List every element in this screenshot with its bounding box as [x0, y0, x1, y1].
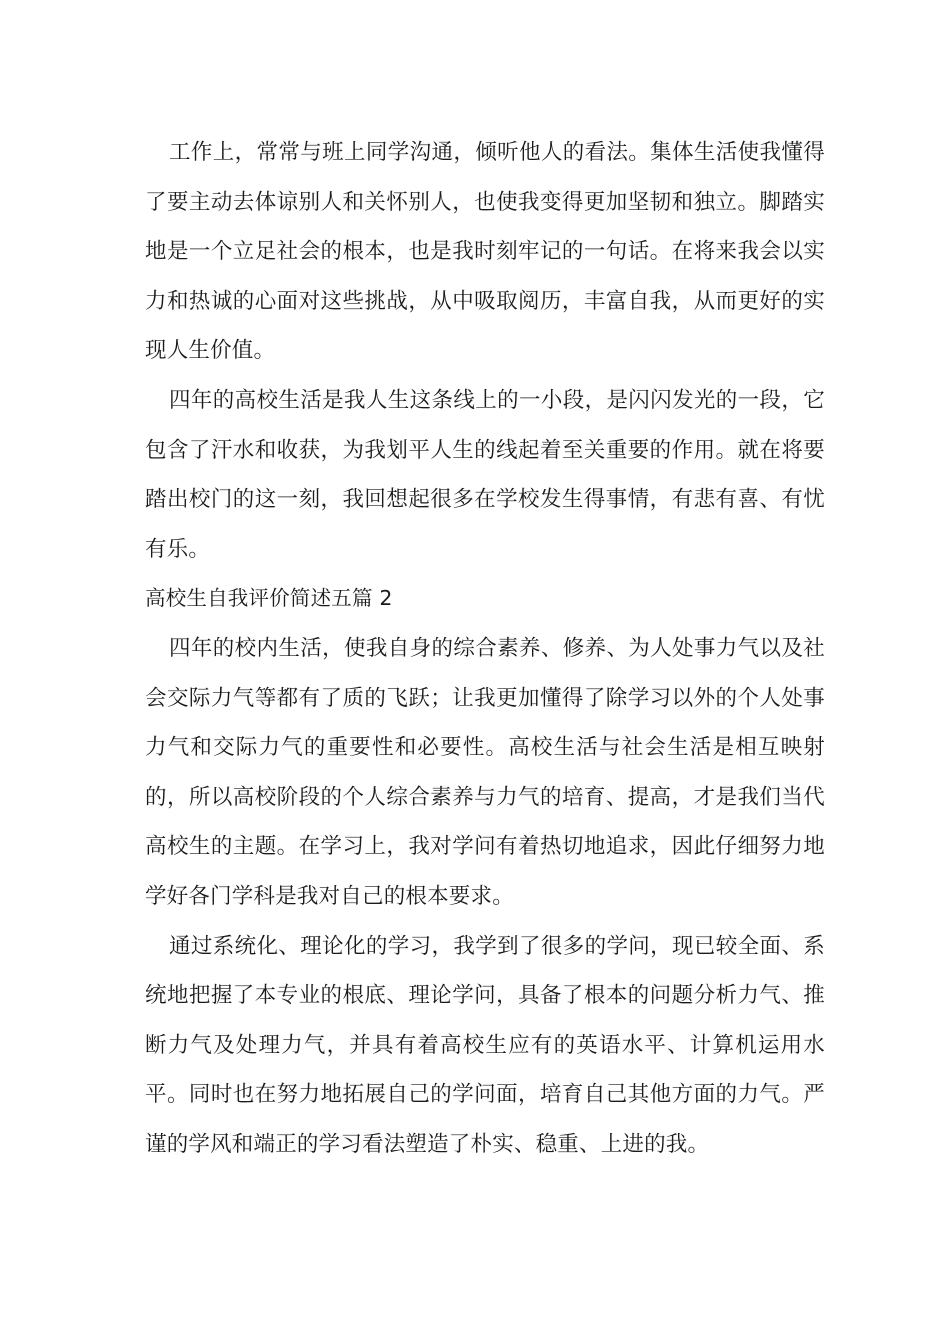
paragraph-systematic-study: 通过系统化、理论化的学习，我学到了很多的学问，现已较全面、系统地把握了本专业的根底、理论学问，具备了根本的问题分析力气、推断力气及处理力气，并具有着高校生应有的英语水平、计算机运用水平。同时也在努力地拓展自己的学问面，培育自己其他方面的力气。严谨的学风和端正的学习看法塑造了朴实、稳重、上进的我。	[145, 933, 825, 1157]
section-title: 高校生自我评价简述五篇 2	[145, 586, 393, 611]
paragraph-campus-life: 四年的校内生活，使我自身的综合素养、修养、为人处事力气以及社会交际力气等都有了质的飞跃；让我更加懂得了除学习以外的个人处事力气和交际力气的重要性和必要性。高校生活与社会生活是相互映射的，所以高校阶段的个人综合素养与力气的培育、提高，才是我们当代高校生的主题。在学习上，我对学问有着热切地追求，因此仔细努力地学好各门学科是我对自己的根本要求。	[145, 635, 825, 909]
paragraph-work: 工作上，常常与班上同学沟通，倾听他人的看法。集体生活使我懂得了要主动去体谅别人和关怀别人，也使我变得更加坚韧和独立。脚踏实地是一个立足社会的根本，也是我时刻牢记的一句话。在将来我会以实力和热诚的心面对这些挑战，从中吸取阅历，丰富自我，从而更好的实现人生价值。	[145, 140, 825, 364]
document-page	[145, 128, 825, 1169]
paragraph-four-years: 四年的高校生活是我人生这条线上的一小段，是闪闪发光的一段，它包含了汗水和收获，为我划平人生的线起着至关重要的作用。就在将要踏出校门的这一刻，我回想起很多在学校发生得事情，有悲有喜、有忧有乐。	[145, 387, 825, 562]
